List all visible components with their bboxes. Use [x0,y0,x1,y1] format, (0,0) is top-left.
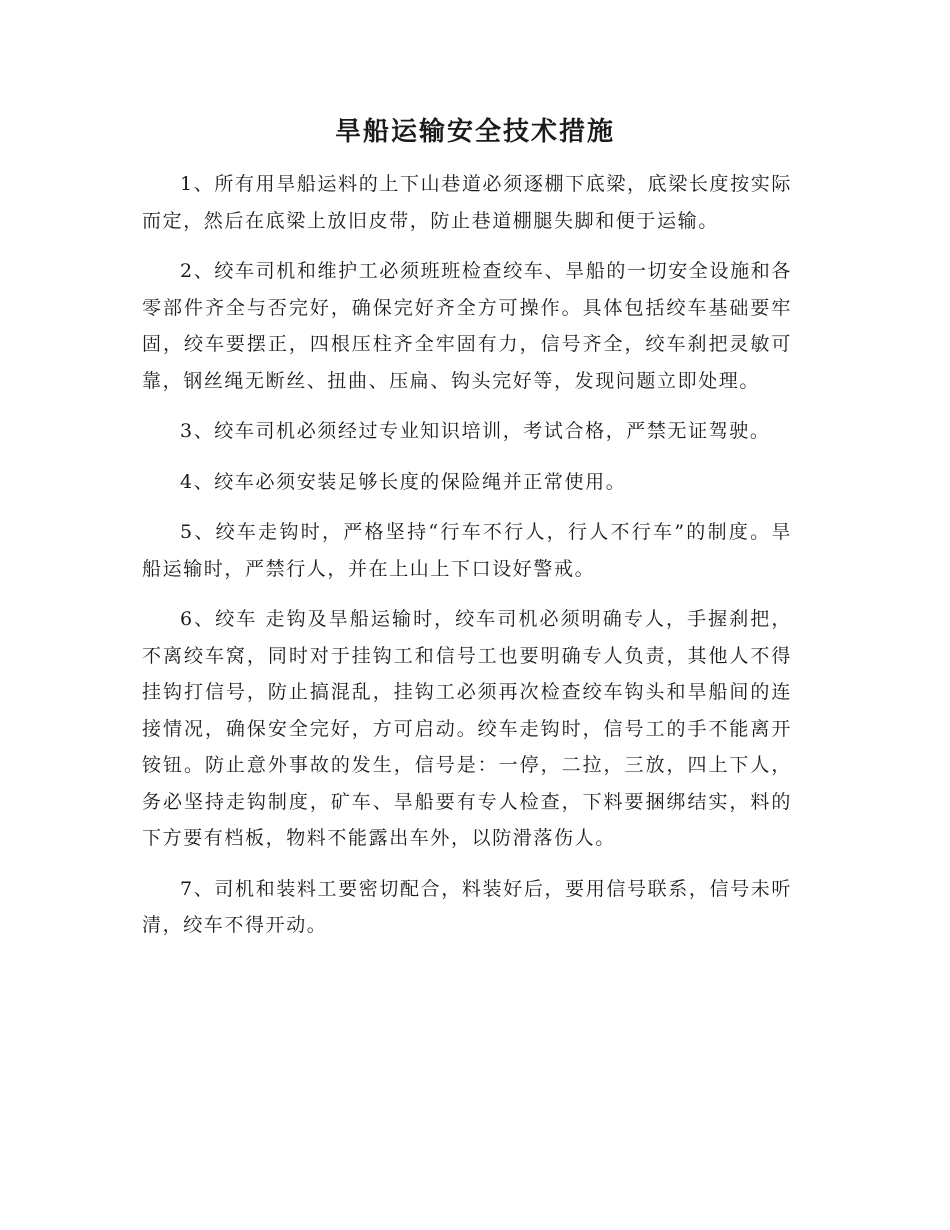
document-title: 旱船运输安全技术措施 [334,117,615,147]
document-body [142,166,792,958]
paragraph-4: 4、绞车必须安装足够长度的保险绳并正常使用。 [180,470,627,493]
paragraph-6: 6、绞车 走钩及旱船运输时，绞车司机必须明确专人，手握刹把，不离绞车窝，同时对于挂钩工和信号工也要明确专人负责，其他人不得挂钩打信号，防止搞混乱，挂钩工必须再次检查绞车钩头和旱船间的连接情况，确保安全完好，方可启动。绞车走钩时，信号工的手不能离开铵钮。防止意外事故的发生，信号是：一停，二拉，三放，四上下人，务必坚持走钩制度，矿车、旱船要有专人检查，下料要捆绑结实，料的下方要有档板，物料不能露出车外，以防滑落伤人。 [142,608,792,849]
paragraph-7: 7、司机和装料工要密切配合，料装好后，要用信号联系，信号未听清，绞车不得开动。 [142,877,792,936]
paragraph-2: 2、绞车司机和维护工必须班班检查绞车、旱船的一切安全设施和各零部件齐全与否完好，确保完好齐全方可操作。具体包括绞车基础要牢固，绞车要摆正，四根压柱齐全牢固有力，信号齐全，绞车刹把灵敏可靠，钢丝绳无断丝、扭曲、压扁、钩头完好等，发现问题立即处理。 [142,260,792,392]
paragraph-5: 5、绞车走钩时，严格坚持“行车不行人，行人不行车”的制度。旱船运输时，严禁行人，并在上山上下口设好警戒。 [142,521,792,580]
paragraph-1: 1、所有用旱船运料的上下山巷道必须逐棚下底梁，底梁长度按实际而定，然后在底梁上放旧皮带，防止巷道棚腿失脚和便于运输。 [142,173,792,232]
paragraph-3: 3、绞车司机必须经过专业知识培训，考试合格，严禁无证驾驶。 [180,420,771,442]
